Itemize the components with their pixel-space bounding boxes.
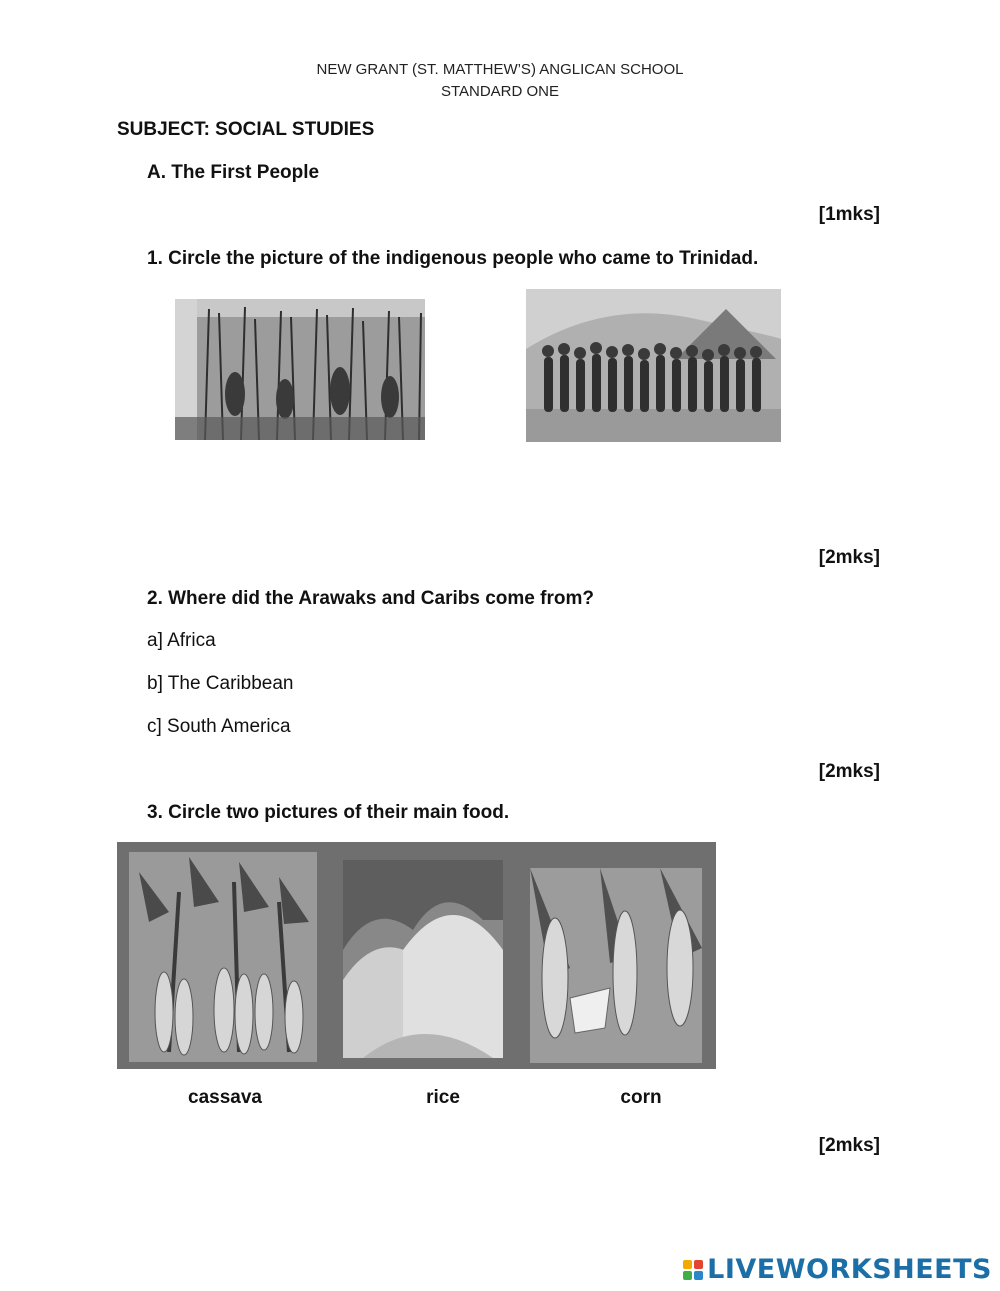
food-label-cassava: cassava (188, 1087, 262, 1108)
option-c[interactable]: c] South America (147, 716, 291, 737)
subject-title: SUBJECT: SOCIAL STUDIES (117, 119, 375, 140)
standard-label: STANDARD ONE (440, 83, 560, 100)
marks-q2: [2mks] (818, 547, 880, 568)
option-b[interactable]: b] The Caribbean (147, 673, 294, 694)
indigenous-group-image (526, 289, 781, 442)
corn-picture[interactable] (530, 868, 702, 1063)
school-name: NEW GRANT (ST. MATTHEW’S) ANGLICAN SCHOOL (316, 61, 684, 78)
logo-text: LIVEWORKSHEETS (707, 1254, 992, 1285)
question-3-text: 3. Circle two pictures of their main food. (147, 802, 510, 823)
logo-block-3 (683, 1271, 692, 1280)
logo-blocks-icon (683, 1260, 703, 1280)
sugarcane-field-image (175, 299, 425, 440)
marks-q3-end: [2mks] (818, 1135, 880, 1156)
rice-image (343, 860, 503, 1058)
logo-block-2 (694, 1260, 703, 1269)
logo-block-1 (683, 1260, 692, 1269)
marks-q3: [2mks] (818, 761, 880, 782)
sugarcane-field-picture[interactable] (175, 299, 425, 440)
section-title: A. The First People (147, 162, 320, 183)
corn-image (530, 868, 702, 1063)
food-pictures-strip (117, 842, 716, 1069)
food-label-rice: rice (426, 1087, 460, 1108)
question-1-text: 1. Circle the picture of the indigenous people who came to Trinidad. (147, 248, 759, 269)
logo-block-4 (694, 1271, 703, 1280)
marks-q1: [1mks] (818, 204, 880, 225)
option-a[interactable]: a] Africa (147, 630, 216, 651)
rice-picture[interactable] (343, 860, 503, 1058)
question-2-text: 2. Where did the Arawaks and Caribs come from? (147, 588, 594, 609)
liveworksheets-logo (683, 1254, 992, 1285)
cassava-picture[interactable] (129, 852, 317, 1062)
indigenous-group-picture[interactable] (526, 289, 781, 442)
cassava-image (129, 852, 317, 1062)
food-label-corn: corn (620, 1087, 662, 1108)
